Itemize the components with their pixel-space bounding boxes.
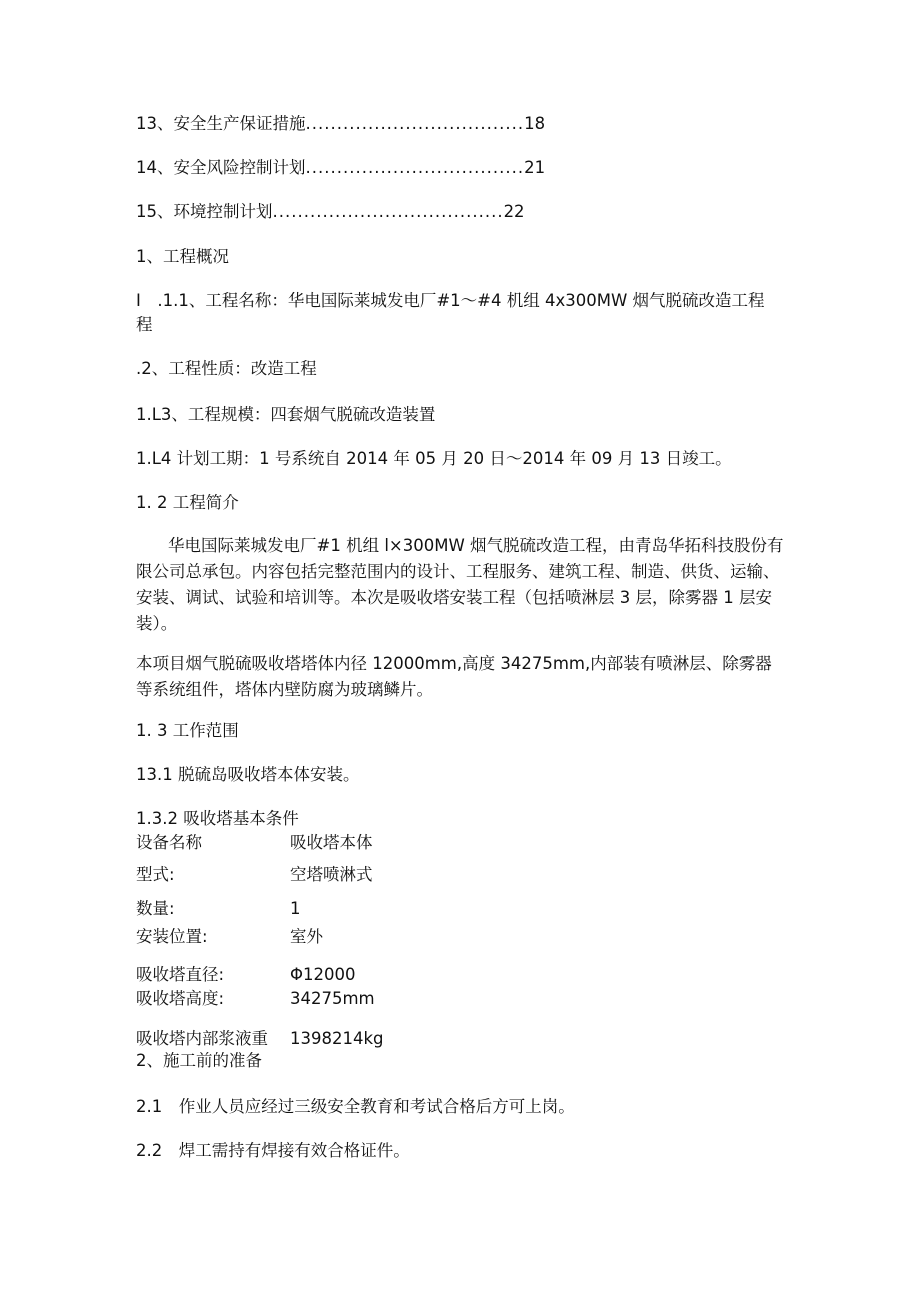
spec-value: Φ12000 <box>290 965 356 984</box>
toc-entry-15[interactable] <box>136 200 525 224</box>
toc-page-number: 21 <box>524 158 546 177</box>
toc-leader: ................................... <box>305 158 525 177</box>
spec-label: 吸收塔直径: <box>136 965 225 984</box>
spec-value: 1 <box>290 899 301 918</box>
toc-number: 15、 <box>136 202 174 221</box>
project-scale-line: 1.L3、工程规模：四套烟气脱硫改造装置 <box>136 405 436 424</box>
toc-entry-14[interactable] <box>136 156 545 180</box>
section-1-heading: 1、工程概况 <box>136 247 229 266</box>
toc-title: 安全风险控制计划 <box>173 158 306 177</box>
spec-label: 吸收塔内部浆液重 <box>136 1029 268 1048</box>
spec-label: 设备名称 <box>136 833 202 852</box>
prep-item-2-1: 2.1 作业人员应经过三级安全教育和考试合格后方可上岗。 <box>136 1097 575 1116</box>
spec-value: 室外 <box>290 927 323 946</box>
work-scope-heading: 1. 3 工作范围 <box>136 721 239 740</box>
prep-item-2-2: 2.2 焊工需持有焊接有效合格证件。 <box>136 1141 410 1160</box>
project-intro-heading: 1. 2 工程简介 <box>136 493 239 512</box>
spec-value: 吸收塔本体 <box>290 833 373 852</box>
spec-value: 1398214kg <box>290 1029 384 1048</box>
work-scope-item: 13.1 脱硫岛吸收塔本体安装。 <box>136 765 360 784</box>
toc-page-number: 22 <box>503 202 525 221</box>
spec-value: 34275mm <box>290 989 375 1008</box>
project-intro-paragraph: 华电国际莱城发电厂#1 机组 l×300MW 烟气脱硫改造工程，由青岛华拓科技股份有限公司总承包。内容包括完整范围内的设计、工程服务、建筑工程、制造、供货、运输、安装、调试、试验和培训等。本次是吸收塔安装工程（包括喷淋层 3 层，除雾器 1 层安装）。 <box>136 536 784 633</box>
toc-number: 13、 <box>136 114 174 133</box>
toc-title: 安全生产保证措施 <box>173 114 306 133</box>
absorber-conditions-heading: 1.3.2 吸收塔基本条件 <box>136 809 299 828</box>
toc-leader: ..................................... <box>272 202 504 221</box>
absorber-description-paragraph: 本项目烟气脱硫吸收塔塔体内径 12000mm,高度 34275mm,内部装有喷淋层、除雾器等系统组件，塔体内壁防腐为玻璃鳞片。 <box>136 654 772 699</box>
toc-title: 环境控制计划 <box>173 202 273 221</box>
spec-value: 空塔喷淋式 <box>290 865 373 884</box>
project-nature-line: .2、工程性质：改造工程 <box>136 359 317 378</box>
spec-label: 吸收塔高度: <box>136 989 225 1008</box>
spec-label: 数量: <box>136 899 175 918</box>
project-name-continuation: 程 <box>136 315 153 334</box>
project-schedule-line: 1.L4 计划工期：1 号系统自 2014 年 05 月 20 日～2014 年 09 月 13 日竣工。 <box>136 449 732 468</box>
spec-label: 型式: <box>136 865 175 884</box>
section-2-heading: 2、施工前的准备 <box>136 1051 262 1070</box>
toc-entry-13[interactable] <box>136 112 545 136</box>
toc-leader: ................................... <box>305 114 525 133</box>
project-name-line: I .1.1、工程名称：华电国际莱城发电厂#1～#4 机组 4x300MW 烟气脱硫改造工程 <box>136 291 765 310</box>
toc-number: 14、 <box>136 158 174 177</box>
toc-page-number: 18 <box>524 114 546 133</box>
spec-label: 安装位置: <box>136 927 208 946</box>
